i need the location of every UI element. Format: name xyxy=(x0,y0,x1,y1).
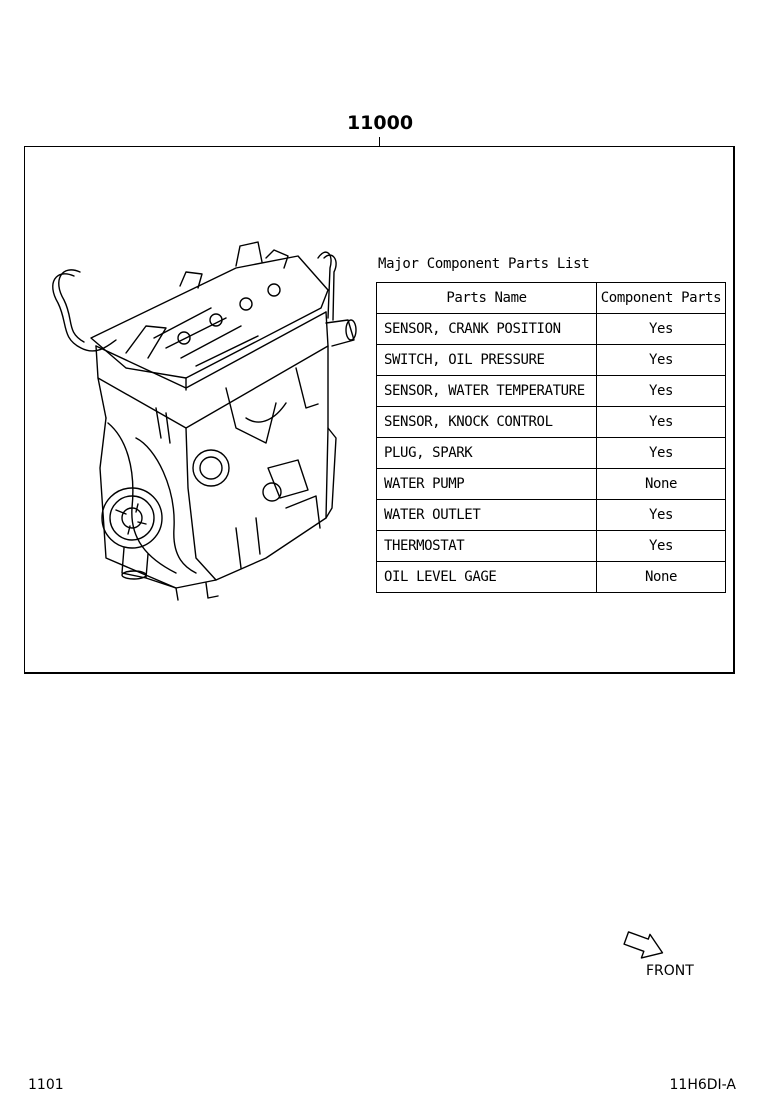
engine-assembly-illustration xyxy=(36,228,366,608)
table-title: Major Component Parts List xyxy=(378,256,590,272)
front-label: FRONT xyxy=(646,963,694,979)
part-name-cell: SENSOR, WATER TEMPERATURE xyxy=(377,376,597,407)
part-name-cell: SENSOR, KNOCK CONTROL xyxy=(377,407,597,438)
part-name-cell: OIL LEVEL GAGE xyxy=(377,562,597,593)
component-status-cell: Yes xyxy=(597,438,726,469)
part-name-cell: SENSOR, CRANK POSITION xyxy=(377,314,597,345)
component-status-cell: Yes xyxy=(597,345,726,376)
table-row xyxy=(377,314,726,345)
component-status-cell: None xyxy=(597,469,726,500)
part-number-leader-line xyxy=(379,137,380,146)
part-name-cell: SWITCH, OIL PRESSURE xyxy=(377,345,597,376)
component-status-cell: Yes xyxy=(597,407,726,438)
table-row xyxy=(377,562,726,593)
part-name-cell: THERMOSTAT xyxy=(377,531,597,562)
component-status-cell: Yes xyxy=(597,531,726,562)
part-number-label: 11000 xyxy=(346,112,414,134)
component-status-cell: Yes xyxy=(597,500,726,531)
front-arrow-icon xyxy=(622,930,668,960)
part-name-cell: WATER OUTLET xyxy=(377,500,597,531)
table-row xyxy=(377,531,726,562)
component-status-cell: Yes xyxy=(597,314,726,345)
component-parts-table xyxy=(376,282,726,593)
component-status-cell: Yes xyxy=(597,376,726,407)
part-name-cell: PLUG, SPARK xyxy=(377,438,597,469)
table-row xyxy=(377,376,726,407)
component-status-cell: None xyxy=(597,562,726,593)
table-row xyxy=(377,469,726,500)
page-reference: 1101 xyxy=(28,1077,64,1093)
table-row xyxy=(377,438,726,469)
column-header-component-parts: Component Parts xyxy=(597,283,726,314)
table-row xyxy=(377,500,726,531)
table-row xyxy=(377,345,726,376)
table-header-row xyxy=(377,283,726,314)
part-name-cell: WATER PUMP xyxy=(377,469,597,500)
column-header-parts-name: Parts Name xyxy=(377,283,597,314)
table-row xyxy=(377,407,726,438)
diagram-code: 11H6DI-A xyxy=(669,1077,736,1093)
